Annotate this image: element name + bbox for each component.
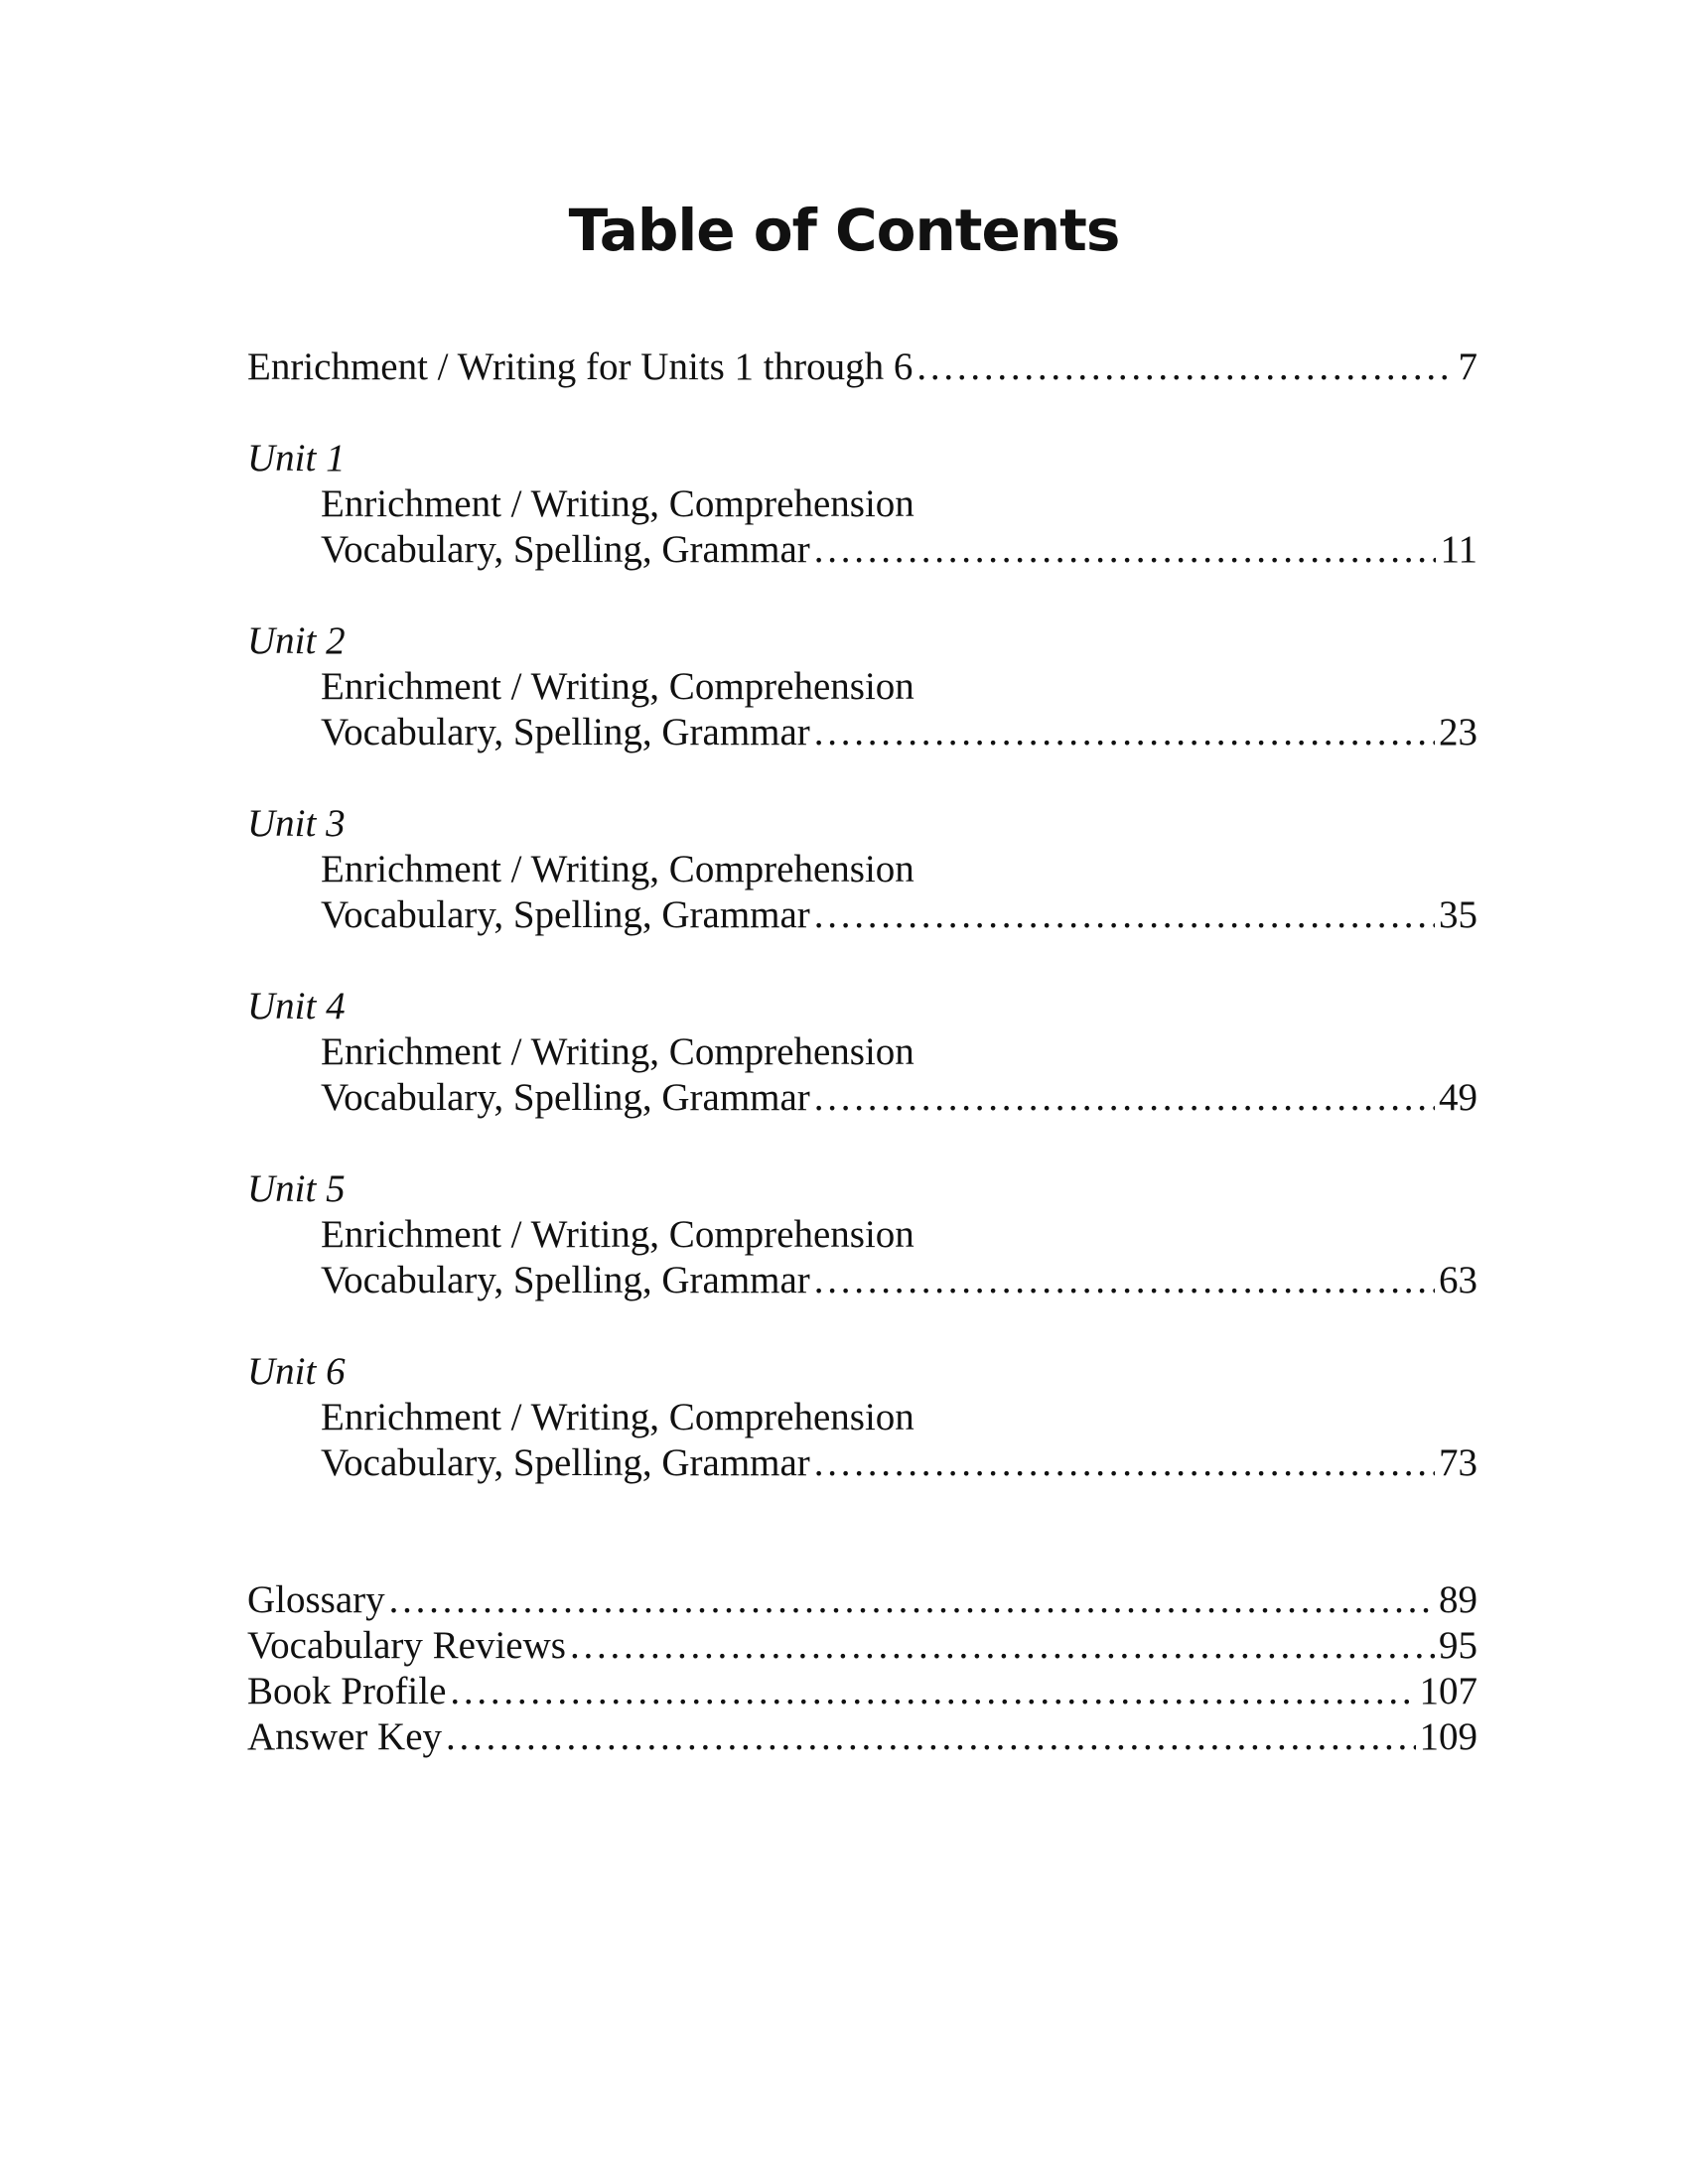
toc-entry-page: 35 [1439,893,1477,936]
unit-entry [321,1257,1477,1304]
toc-entry-page: 49 [1439,1076,1477,1119]
toc-entry-book-profile [247,1668,1477,1715]
unit-heading: Unit 4 [247,985,346,1027]
toc-entry-glossary [247,1576,1477,1624]
unit-topics-line: Vocabulary, Spelling, Grammar [321,1259,810,1301]
toc-entry-label: Enrichment / Writing for Units 1 through 6 [247,345,914,388]
unit-heading: Unit 5 [247,1167,346,1210]
dot-leader [916,343,1454,391]
unit-topics-line: Enrichment / Writing, Comprehension [321,848,914,890]
unit-heading: Unit 2 [247,619,346,662]
dot-leader [389,1576,1435,1624]
toc-entry-page: 11 [1440,528,1477,571]
unit-entry [321,709,1477,756]
toc-entry-page: 73 [1439,1441,1477,1484]
page-title: Table of Contents [568,197,1120,264]
dot-leader [450,1668,1415,1715]
toc-entry-page: 89 [1439,1578,1477,1621]
unit-topics-line: Vocabulary, Spelling, Grammar [321,1076,810,1119]
toc-entry-label: Answer Key [247,1715,443,1758]
toc-entry-page: 107 [1419,1670,1477,1712]
unit-topics-line: Enrichment / Writing, Comprehension [321,482,914,525]
unit-entry [321,526,1477,574]
toc-entry-page: 95 [1439,1624,1477,1667]
unit-heading: Unit 6 [247,1350,346,1393]
unit-topics-line: Vocabulary, Spelling, Grammar [321,1441,810,1484]
toc-entry-vocabulary-reviews [247,1622,1477,1670]
dot-leader [814,1257,1435,1304]
unit-entry [321,1074,1477,1122]
unit-topics-line: Enrichment / Writing, Comprehension [321,1396,914,1438]
dot-leader [814,891,1435,939]
unit-topics-line: Vocabulary, Spelling, Grammar [321,711,810,753]
unit-topics-line: Enrichment / Writing, Comprehension [321,1030,914,1073]
dot-leader [446,1713,1415,1761]
unit-topics-line: Vocabulary, Spelling, Grammar [321,893,810,936]
unit-entry [321,1439,1477,1487]
toc-entry-label: Glossary [247,1578,385,1621]
unit-heading: Unit 1 [247,437,346,479]
unit-heading: Unit 3 [247,802,346,845]
dot-leader [814,1074,1435,1122]
toc-entry-page: 109 [1419,1715,1477,1758]
unit-entry [321,891,1477,939]
unit-topics-line: Vocabulary, Spelling, Grammar [321,528,810,571]
dot-leader [814,1439,1435,1487]
unit-topics-line: Enrichment / Writing, Comprehension [321,665,914,708]
toc-entry-label: Book Profile [247,1670,447,1712]
dot-leader [570,1622,1435,1670]
toc-entry-answer-key [247,1713,1477,1761]
dot-leader [814,709,1435,756]
unit-topics-line: Enrichment / Writing, Comprehension [321,1213,914,1256]
toc-entry-page: 63 [1439,1259,1477,1301]
dot-leader [814,526,1437,574]
toc-entry-page: 7 [1458,345,1477,388]
toc-entry-page: 23 [1439,711,1477,753]
toc-entry-intro [247,343,1477,391]
toc-entry-label: Vocabulary Reviews [247,1624,566,1667]
